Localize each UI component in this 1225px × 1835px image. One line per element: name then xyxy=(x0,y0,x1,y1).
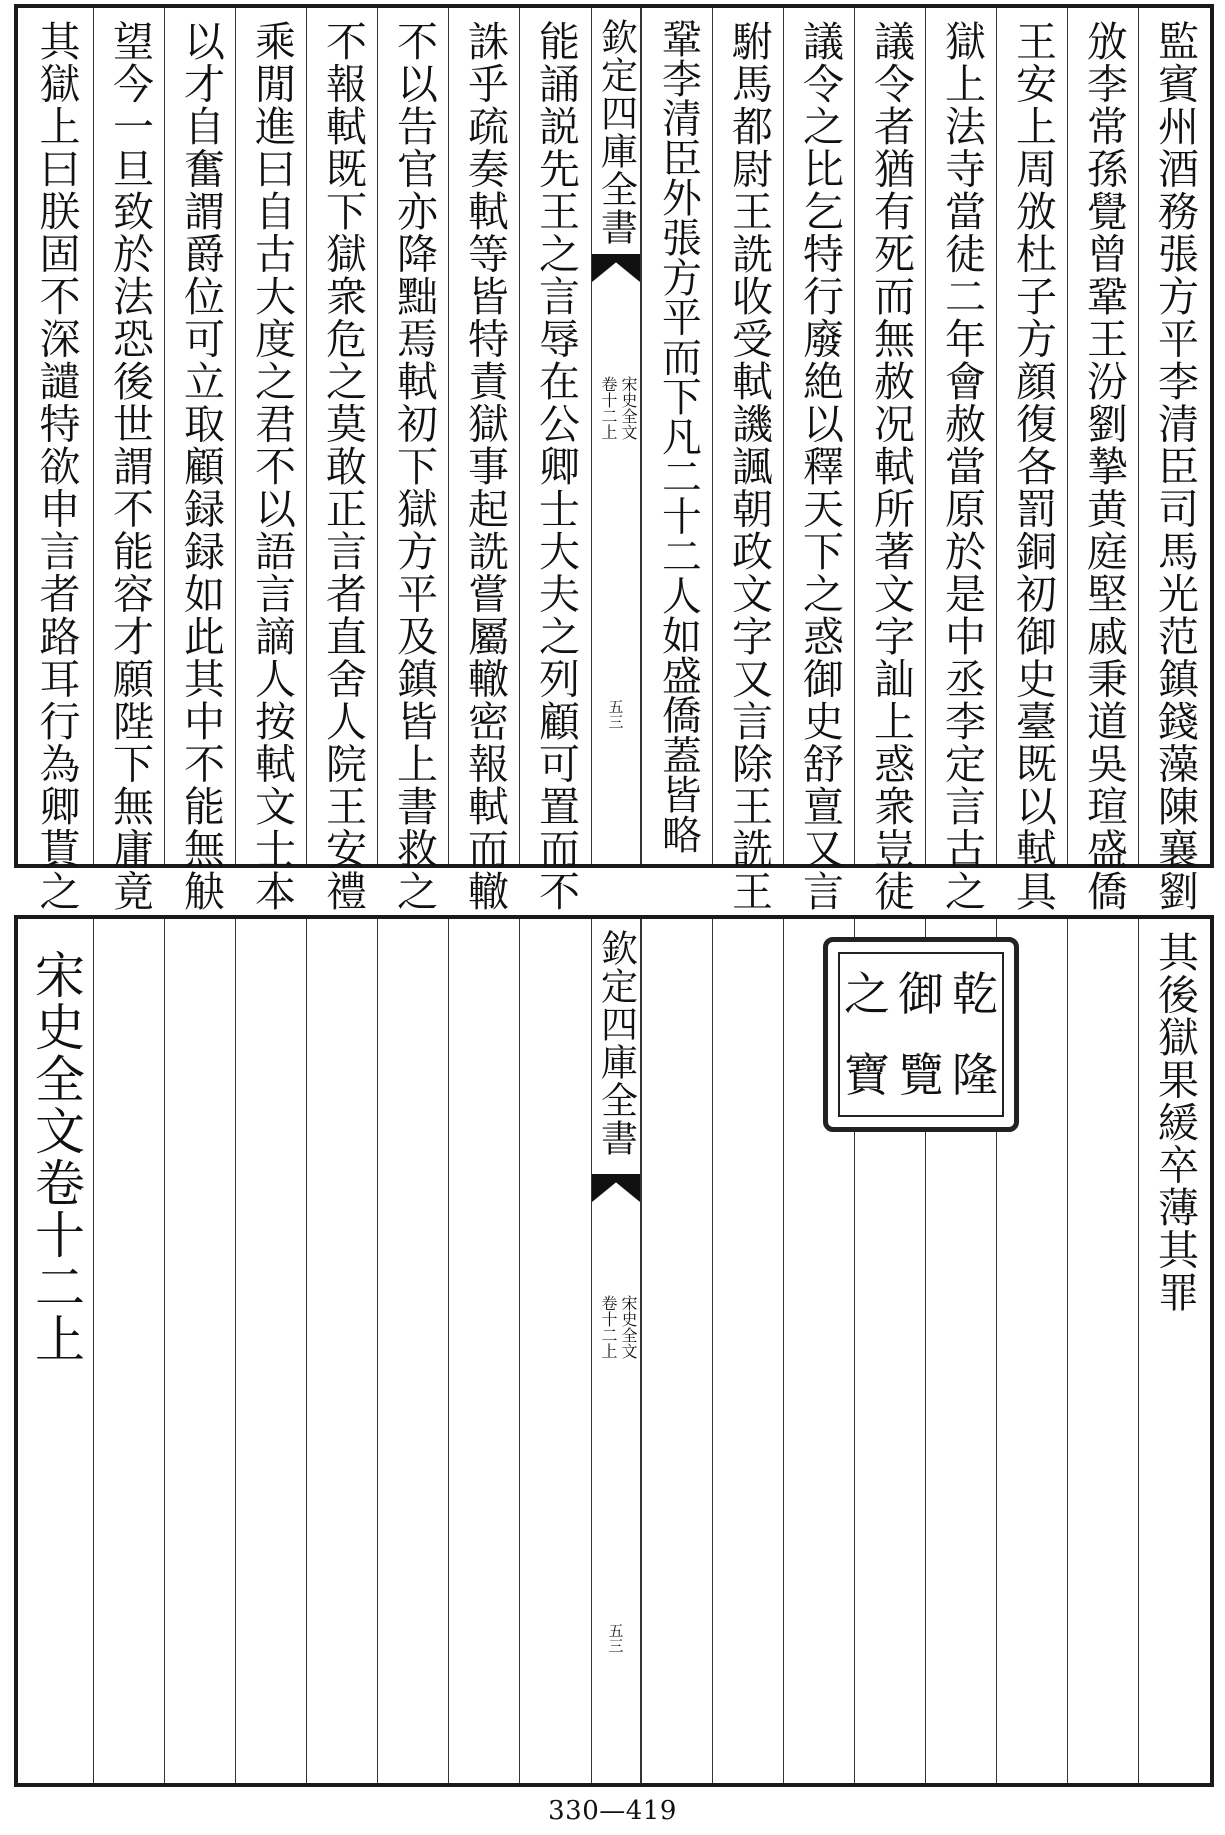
empty-column xyxy=(712,919,784,1783)
text-line: 駙馬都尉王詵收受軾譏諷朝政文字又言除王詵王 xyxy=(725,20,773,913)
empty-column xyxy=(306,919,378,1783)
bottom-page xyxy=(14,915,1214,1787)
empty-column xyxy=(448,919,520,1783)
text-column xyxy=(1138,919,1210,1783)
seal-char: 覽 xyxy=(898,1047,944,1102)
chapter-label xyxy=(598,1295,638,1359)
book-title: 欽定四庫全書 xyxy=(594,18,638,246)
text-column xyxy=(20,919,92,1783)
seal-char: 之 xyxy=(844,967,890,1022)
fish-tail-mark xyxy=(592,1174,640,1202)
text-column xyxy=(641,8,713,864)
text-line: 議令者猶有死而無赦况軾所著文字訕上惑衆豈徒 xyxy=(867,20,915,913)
text-line: 其獄上曰朕固不深譴特欲申言者路耳行為卿貰之 xyxy=(32,20,81,913)
chapter-label xyxy=(598,376,638,440)
page-number: 五三 xyxy=(606,1623,625,1653)
page-number: 五三 xyxy=(606,699,625,729)
imperial-seal-stamp xyxy=(823,937,1019,1132)
seal-characters xyxy=(838,952,1004,1117)
seal-char: 御 xyxy=(898,967,944,1022)
text-column xyxy=(93,8,165,913)
text-column xyxy=(519,8,591,913)
page-code: 330—419 xyxy=(548,1796,677,1826)
top-page xyxy=(14,4,1214,913)
text-column xyxy=(1138,8,1210,913)
text-column xyxy=(854,8,926,913)
text-line: 議令之比乞特行廢絶以釋天下之惑御史舒亶又言 xyxy=(796,20,844,913)
empty-column xyxy=(1067,919,1139,1783)
empty-column xyxy=(641,919,713,1783)
empty-column xyxy=(93,919,165,1783)
empty-column xyxy=(519,919,591,1783)
center-gutter xyxy=(591,8,641,864)
fish-tail-mark xyxy=(592,254,640,282)
text-line: 攽李常孫覺曾鞏王汾劉摯黄庭堅戚秉道吳瑄盛僑 xyxy=(1080,20,1128,913)
chapter-line: 卷十二上 xyxy=(599,376,618,440)
seal-char: 寶 xyxy=(844,1047,890,1102)
seal-char: 隆 xyxy=(952,1047,998,1102)
text-line: 獄上法寺當徒二年會赦當原於是中丞李定言古之 xyxy=(938,20,986,913)
text-column xyxy=(996,8,1068,913)
text-column xyxy=(164,8,236,913)
text-column xyxy=(377,8,449,913)
text-column xyxy=(20,8,92,913)
text-column xyxy=(235,8,307,913)
empty-column xyxy=(235,919,307,1783)
text-line: 監賓州酒務張方平李清臣司馬光范鎮錢藻陳襄劉 xyxy=(1151,20,1199,913)
empty-column xyxy=(164,919,236,1783)
text-column xyxy=(1067,8,1139,913)
text-column xyxy=(448,8,520,913)
chapter-line: 宋史全文 xyxy=(619,376,638,440)
text-column xyxy=(306,8,378,913)
empty-column xyxy=(377,919,449,1783)
text-column xyxy=(783,8,855,913)
text-line: 不報軾既下獄衆危之莫敢正言者直舍人院王安禮 xyxy=(319,20,367,913)
text-line: 鞏李清臣外張方平而下凡二十二人如盛僑蓋皆略 xyxy=(655,18,702,854)
chapter-line: 卷十二上 xyxy=(599,1295,618,1359)
seal-char: 乾 xyxy=(952,967,998,1022)
text-column xyxy=(712,8,784,913)
text-line: 其後獄果緩卒薄其罪 xyxy=(1151,931,1199,1314)
text-line: 以才自奮謂爵位可立取顧録録如此其中不能無觖 xyxy=(177,20,225,913)
text-line: 不以告官亦降黜焉軾初下獄方平及鎮皆上書救之 xyxy=(390,20,438,913)
text-line: 乘閒進曰自古大度之君不以語言謫人按軾文士本 xyxy=(248,20,296,913)
text-line: 能誦説先王之言辱在公卿士大夫之列顧可置而不 xyxy=(532,20,580,913)
text-line: 王安上周攽杜子方顔復各罰銅初御史臺既以軾具 xyxy=(1009,20,1057,913)
volume-end-title: 宋史全文卷十二上 xyxy=(27,949,85,1365)
chapter-line: 宋史全文 xyxy=(619,1295,638,1359)
center-gutter xyxy=(591,919,641,1783)
text-line: 誅乎疏奏軾等皆特責獄事起詵嘗屬轍密報軾而轍 xyxy=(461,20,509,913)
text-column xyxy=(925,8,997,913)
text-line: 望今一旦致於法恐後世謂不能容才願陛下無庸竟 xyxy=(106,20,154,913)
book-title: 欽定四庫全書 xyxy=(594,929,638,1157)
